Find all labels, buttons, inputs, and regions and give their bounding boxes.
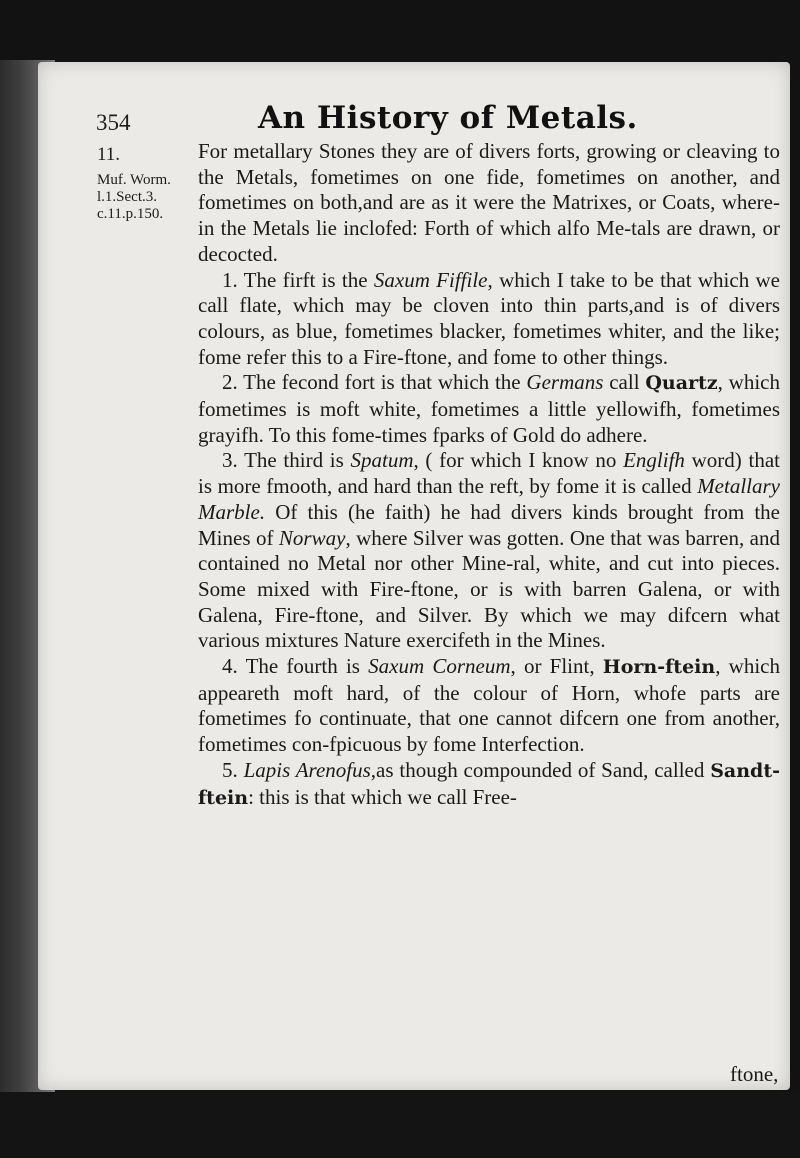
body-text <box>198 139 780 811</box>
text-run: , which I take to be that which we call flate, which may be cloven into thin parts,and is of divers colours, as blue, fometimes blacker, fometimes whiter, and the like; fome refer this to a Fire-ftone, and fome to other things. <box>198 267 780 369</box>
italic-term: Spatum <box>350 448 414 473</box>
running-title: An History of Metals. <box>258 100 638 136</box>
text-run: , which appeareth moft hard, of the colour of Horn, whofe parts are fometimes fo continuate, that one cannot difcern one from another, fometimes con-fpicuous by fome Interfection. <box>198 654 780 757</box>
text-run: Of this (he faith) he had divers kinds brought from the Mines of <box>198 499 780 550</box>
scan-background <box>0 1092 800 1158</box>
margin-citation-line: l.1.Sect.3. <box>97 189 157 205</box>
text-run: : this is that which we call Free- <box>248 784 517 809</box>
catchword: ftone, <box>730 1062 779 1086</box>
paragraph <box>198 758 780 811</box>
text-run: , ( for which I know no <box>413 448 624 473</box>
blackletter-term: Sandt-ftein <box>198 759 780 809</box>
text-run: 4. The fourth is <box>222 654 369 679</box>
italic-term: Metallary Marble. <box>198 474 780 524</box>
italic-term: Germans <box>526 370 604 395</box>
text-run: 3. The third is <box>222 448 351 473</box>
paragraph <box>198 448 780 654</box>
margin-citation-line: c.11.p.150. <box>97 206 164 222</box>
margin-section-number: 11. <box>97 144 121 165</box>
margin-citation <box>97 172 177 223</box>
text-run: 1. The firft is the <box>222 267 374 292</box>
text-run: , where Silver was gotten. One that was barren, and contained no Metal nor other Mine-ral, white, and cut into pieces. Some mixed with Fire-ftone, or is with barren Galena, or with Galena, Fire-ftone, and Silver. By which we may difcern what various mixtures Nature exercifeth in the Mines. <box>198 525 780 653</box>
text-run: word) that is more fmooth, and hard than the reft, by fome it is called <box>198 448 780 499</box>
italic-term: Saxum Corneum <box>368 654 511 679</box>
text-run: 5. <box>222 757 244 782</box>
italic-term: Norway <box>278 525 346 550</box>
paragraph <box>198 370 780 448</box>
paragraph <box>198 268 780 371</box>
paragraph <box>198 654 780 758</box>
page-number: 354 <box>96 110 131 135</box>
blackletter-term: Quartz <box>645 372 718 395</box>
paragraph <box>198 139 780 268</box>
text-run: call <box>603 370 646 395</box>
text-run: 2. The fecond fort is that which the <box>222 370 527 395</box>
margin-citation-line: Muf. Worm. <box>97 172 171 188</box>
blackletter-term: Horn-ftein <box>602 656 716 679</box>
text-run: For metallary Stones they are of divers forts, growing or cleaving to the Metals, fometimes on one fide, fometimes on another, and fometimes on both,and are as it were the Matrixes, or Coats, where-in the Metals lie inclofed: Forth of which alfo Me-tals are drawn, or decocted. <box>198 139 780 266</box>
text-run: ,as though compounded of Sand, called <box>370 757 711 782</box>
text-run: , or Flint, <box>510 654 603 679</box>
italic-term: Saxum Fiffile <box>373 267 488 292</box>
text-run: , which fometimes is moft white, fometimes a little yellowifh, fometimes grayifh. To this fome-times fparks of Gold do adhere. <box>198 370 781 447</box>
italic-term: Englifh <box>623 448 685 473</box>
italic-term: Lapis Arenofus <box>243 757 371 782</box>
